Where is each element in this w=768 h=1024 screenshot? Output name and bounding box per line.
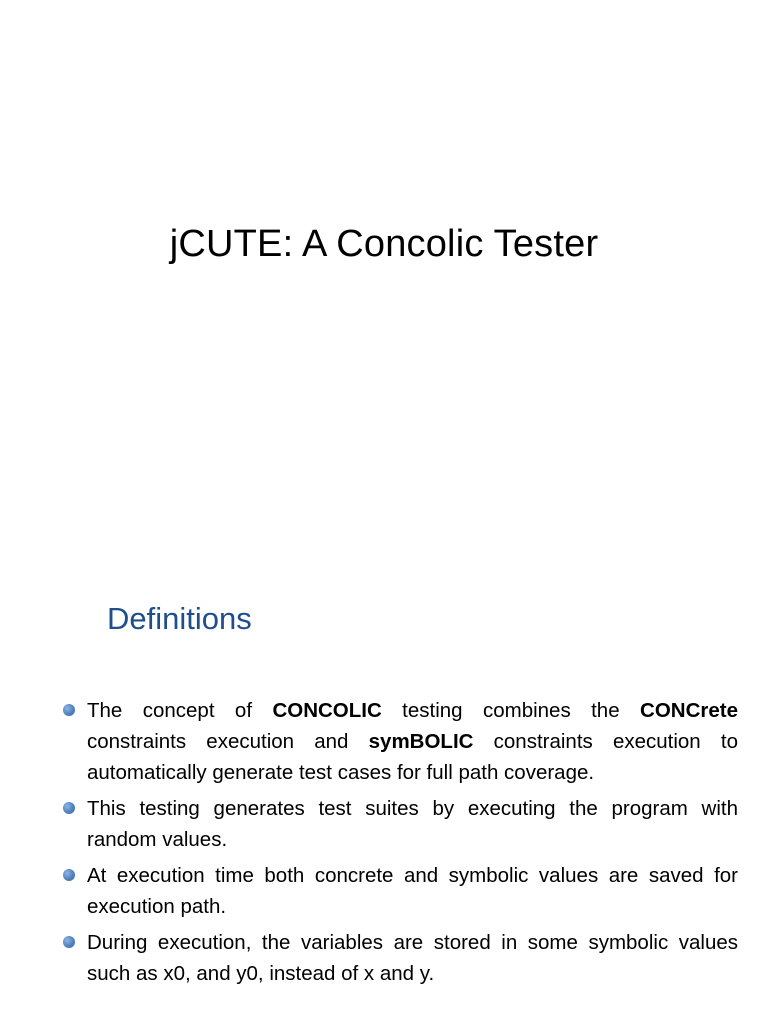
bullet-text: During execution, the variables are stored in some symbolic values such as x0, and y0, instead of x and y. — [87, 931, 738, 985]
bullet-dot-icon — [63, 802, 75, 814]
bullet-text: This testing generates test suites by executing the program with random values. — [87, 797, 738, 851]
section-heading: Definitions — [107, 601, 252, 636]
bold-term: CONCrete — [640, 699, 738, 722]
bold-term: CONCOLIC — [272, 699, 382, 722]
bullet-item — [62, 793, 738, 855]
bullet-text: The concept of CONCOLIC testing combines the CONCrete constraints execution and symBOLIC constraints execution to automatically generate test cases for full path coverage. — [87, 699, 738, 784]
bullet-item — [62, 927, 738, 989]
bullet-text: At execution time both concrete and symbolic values are saved for execution path. — [87, 864, 738, 918]
bullet-item — [62, 860, 738, 922]
bullet-dot-icon — [63, 936, 75, 948]
bullet-dot-icon — [63, 704, 75, 716]
bullet-list — [62, 695, 738, 994]
bold-term: symBOLIC — [368, 730, 474, 753]
slide-title: jCUTE: A Concolic Tester — [169, 223, 599, 265]
bullet-dot-icon — [63, 869, 75, 881]
bullet-item — [62, 695, 738, 788]
